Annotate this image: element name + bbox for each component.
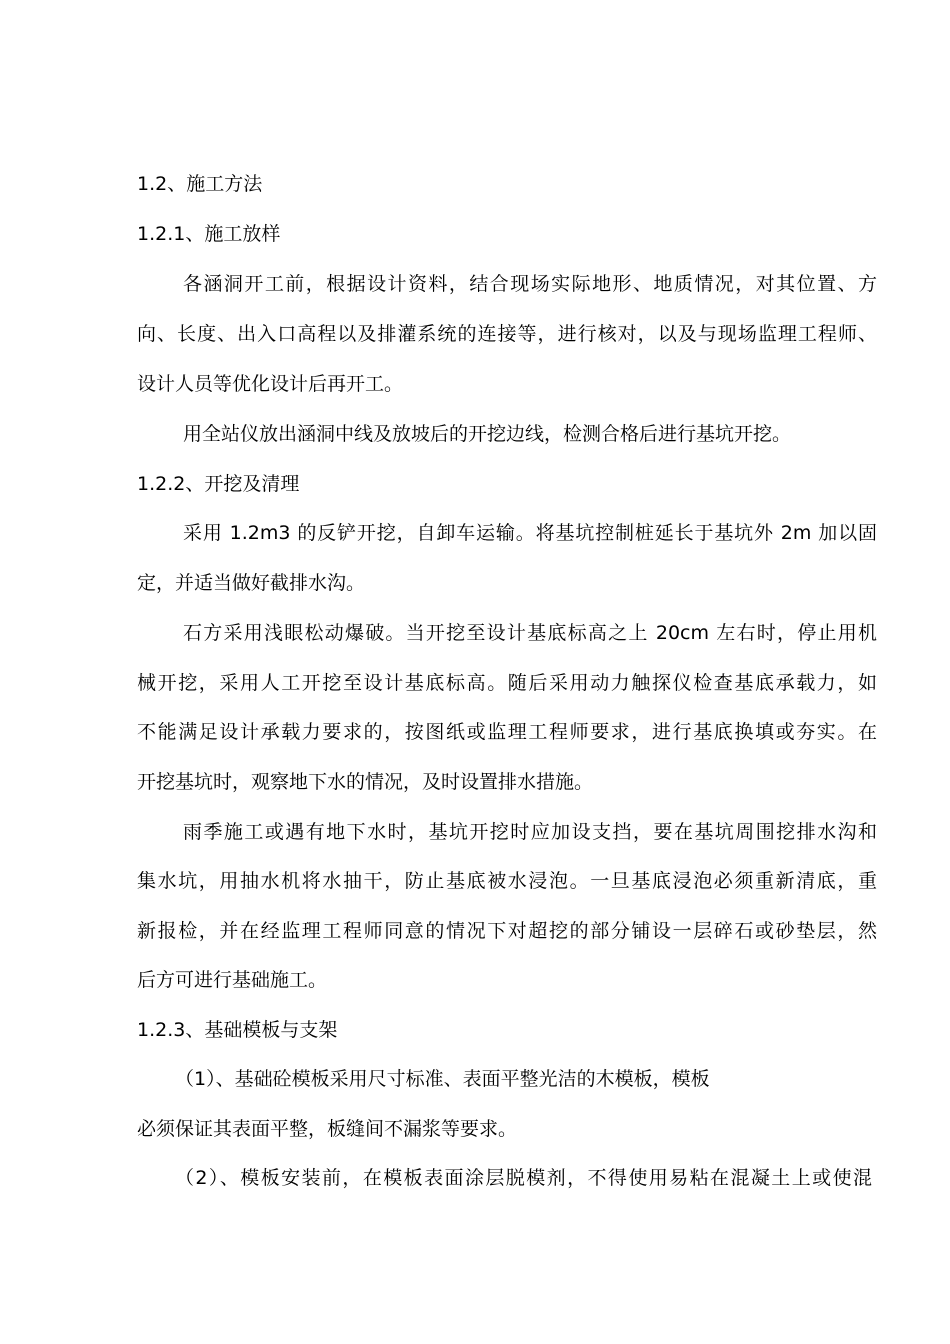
paragraph-line: 后方可进行基础施工。 [137, 969, 328, 991]
section-heading-1-2: 1.2、施工方法 [137, 173, 263, 195]
section-heading-1-2-2: 1.2.2、开挖及清理 [137, 473, 300, 495]
paragraph-line: 石方采用浅眼松动爆破。当开挖至设计基底标高之上 20cm 左右时，停止用机 [183, 622, 877, 644]
paragraph-line: 定，并适当做好截排水沟。 [137, 572, 366, 594]
paragraph-line: 采用 1.2m3 的反铲开挖，自卸车运输。将基坑控制桩延长于基坑外 2m 加以固 [183, 522, 877, 544]
paragraph-line: 设计人员等优化设计后再开工。 [137, 373, 404, 395]
paragraph-line: 必须保证其表面平整，板缝间不漏浆等要求。 [137, 1118, 518, 1140]
paragraph-line: 雨季施工或遇有地下水时，基坑开挖时应加设支挡，要在基坑周围挖排水沟和 [183, 821, 877, 843]
paragraph-line: 械开挖，采用人工开挖至设计基底标高。随后采用动力触探仪检查基底承载力，如 [137, 672, 877, 694]
paragraph-line: （2）、模板安装前，在模板表面涂层脱模剂，不得使用易粘在混凝土上或使混 [175, 1167, 872, 1189]
paragraph-line: 开挖基坑时，观察地下水的情况，及时设置排水措施。 [137, 771, 594, 793]
paragraph-line: 各涵洞开工前，根据设计资料，结合现场实际地形、地质情况，对其位置、方 [183, 273, 877, 295]
paragraph-line: 向、长度、出入口高程以及排灌系统的连接等，进行核对，以及与现场监理工程师、 [137, 323, 877, 345]
section-heading-1-2-1: 1.2.1、施工放样 [137, 223, 281, 245]
paragraph-line: 不能满足设计承载力要求的，按图纸或监理工程师要求，进行基底换填或夯实。在 [137, 721, 877, 743]
paragraph-line: （1）、基础砼模板采用尺寸标准、表面平整光洁的木模板，模板 [175, 1068, 710, 1090]
paragraph-line: 集水坑，用抽水机将水抽干，防止基底被水浸泡。一旦基底浸泡必须重新清底，重 [137, 870, 877, 892]
section-heading-1-2-3: 1.2.3、基础模板与支架 [137, 1019, 338, 1041]
paragraph-line: 用全站仪放出涵洞中线及放坡后的开挖边线，检测合格后进行基坑开挖。 [183, 423, 792, 445]
paragraph-line: 新报检，并在经监理工程师同意的情况下对超挖的部分铺设一层碎石或砂垫层，然 [137, 920, 877, 942]
